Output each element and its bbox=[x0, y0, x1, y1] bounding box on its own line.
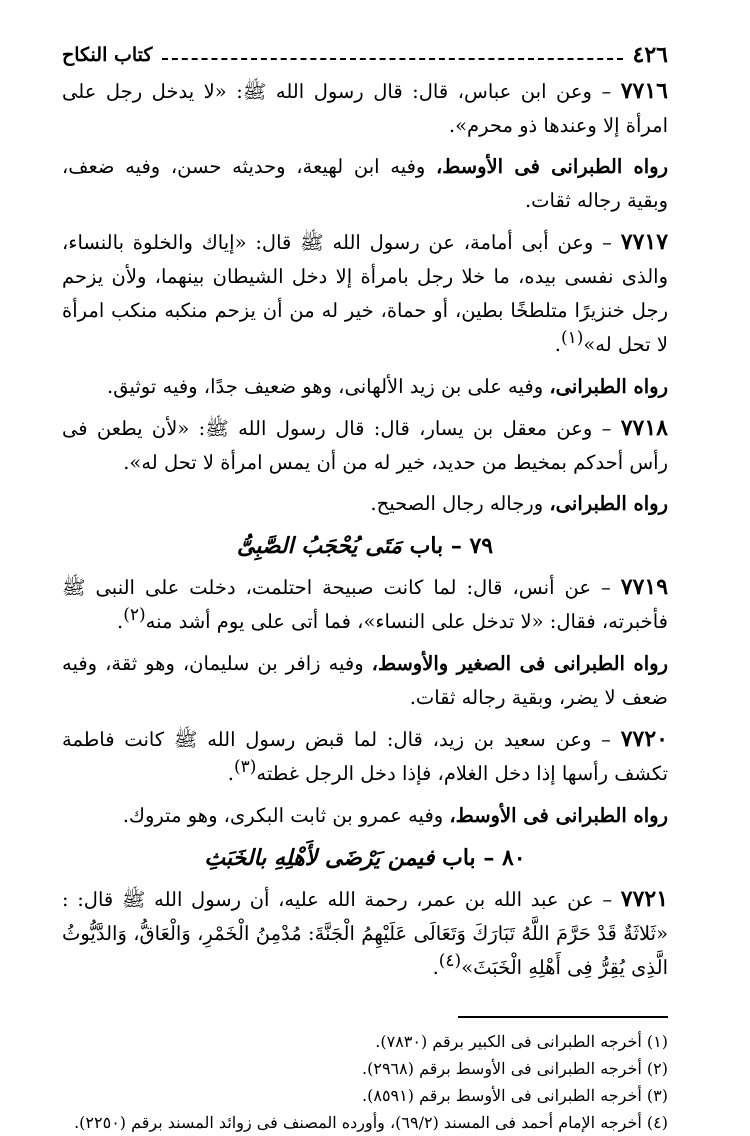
footnote-separator bbox=[458, 1016, 668, 1018]
footnote-ref[interactable]: (٢) bbox=[123, 605, 146, 625]
hadith-text: – وعن سعيد بن زيد، قال: لما قبض رسول الله ﷺ كانت فاطمة تكشف رأسها إذا دخل الغلام، فإذا دخل الرجل غطته bbox=[62, 728, 668, 785]
footnote-2: (٢) أخرجه الطبرانى فى الأوسط برقم (٢٩٦٨). bbox=[362, 1059, 668, 1078]
hadith-text: – عن عبد الله بن عمر، رحمة الله عليه، أن رسول الله ﷺ قال: : «ثَلاثَةٌ قَدْ حَرَّمَ اللَّهُ تَبَارَكَ وَتَعَالَى عَلَيْهِمُ الْجَنَّةَ: مُدْمِنُ الْخَمْرِ، وَالْعَاقُّ، وَالدَّيُّوثُ الَّذِى يُقِرُّ فِى أَهْلِهِ الْخَبَثَ» bbox=[62, 888, 668, 979]
source-label: رواه الطبرانى فى الصغير والأوسط، bbox=[371, 652, 668, 675]
chapter-number: ٧٩ – باب bbox=[409, 533, 494, 559]
chapter-title: مَتَى يُحْجَبُ الصَّبِىُّ bbox=[236, 533, 402, 559]
hadith-number: ٧٧١٦ bbox=[620, 78, 668, 104]
hadith-number: ٧٧١٧ bbox=[620, 229, 669, 255]
footnote-4: (٤) أخرجه الإمام أحمد فى المسند (٦٩/٢)، وأورده المصنف فى زوائد المسند برقم (٢٢٥٠). bbox=[74, 1113, 668, 1132]
footnote-ref[interactable]: (٣) bbox=[233, 757, 257, 777]
hadith-7716 bbox=[62, 74, 668, 143]
page-number: ٤٢٦ bbox=[632, 42, 668, 68]
source-label: رواه الطبرانى فى الأوسط، bbox=[435, 155, 668, 178]
source-label: رواه الطبرانى، bbox=[549, 375, 668, 398]
narration-text: وفيه على بن زيد الألهانى، وهو ضعيف جدًا، وفيه توثيق. bbox=[107, 375, 550, 398]
hadith-7718 bbox=[62, 411, 668, 480]
hadith-number: ٧٧٢٠ bbox=[620, 726, 668, 752]
footnote-ref[interactable]: (١) bbox=[560, 328, 584, 348]
chapter-heading-79 bbox=[62, 528, 668, 564]
chapter-number: ٨٠ – باب bbox=[442, 845, 526, 871]
footnote-3: (٣) أخرجه الطبرانى فى الأوسط برقم (٨٥٩١). bbox=[362, 1086, 668, 1105]
page-header bbox=[62, 40, 668, 70]
narration-note bbox=[62, 647, 668, 715]
hadith-text: – وعن ابن عباس، قال: قال رسول الله ﷺ: «لا يدخل رجل على امرأة إلا وعندها ذو محرم». bbox=[62, 80, 668, 137]
footnote-1: (١) أخرجه الطبرانى فى الكبير برقم (٧٨٣٠). bbox=[375, 1032, 668, 1051]
hadith-7717: ٧٧١٧ – وعن أبى أمامة، عن رسول الله ﷺ قال: «إياك والخلوة بالنساء، والذى نفسى بيده، ما خلا رجل بامرأة إلا دخل الشيطان بينهما، ولأن يزحم رجل خنزيرًا متلطخًا بطين، أو حماة، خير له من أن يزحم منكبه منكب امرأة لا تحل له»(١). bbox=[62, 229, 669, 356]
narration-note bbox=[62, 150, 668, 218]
footnote-ref[interactable]: (٤) bbox=[438, 951, 462, 971]
hadith-text: – وعن أبى أمامة، عن رسول الله ﷺ قال: «إياك والخلوة بالنساء، والذى نفسى بيده، ما خلا رجل بامرأة إلا دخل الشيطان بينهما، ولأن يزحم رجل خنزيرًا متلطخًا بطين، أو حماة، خير له من أن يزحم منكبه منكب امرأة لا تحل له» bbox=[62, 231, 668, 356]
hadith-text: – عن أنس، قال: لما كانت صبيحة احتلمت، دخلت على النبى ﷺ فأخبرته، فقال: «لا تدخل على النساء»، فما أتى على يوم أشد منه bbox=[62, 576, 668, 633]
narration-note bbox=[62, 487, 668, 521]
chapter-heading-80 bbox=[62, 840, 668, 876]
hadith-text: – وعن معقل بن يسار، قال: قال رسول الله ﷺ: «لأن يطعن فى رأس أحدكم بمخيط من حديد، خير له من أن يمس امرأة لا تحل له». bbox=[62, 417, 668, 474]
source-label: رواه الطبرانى فى الأوسط، bbox=[449, 804, 668, 827]
narration-text: ورجاله رجال الصحيح. bbox=[370, 492, 550, 515]
narration-text: وفيه عمرو بن ثابت البكرى، وهو متروك. bbox=[122, 804, 450, 827]
header-rule bbox=[162, 58, 622, 60]
hadith-number: ٧٧١٩ bbox=[620, 574, 669, 600]
narration-note bbox=[62, 370, 668, 404]
chapter-title: فيمن يَرْضَى لأَهْلِهِ بالخَبَثِ bbox=[204, 845, 435, 871]
hadith-7720: ٧٧٢٠ – وعن سعيد بن زيد، قال: لما قبض رسول الله ﷺ كانت فاطمة تكشف رأسها إذا دخل الغلام، فإذا دخل الرجل غطته(٣). bbox=[62, 726, 668, 785]
hadith-number: ٧٧٢١ bbox=[620, 886, 669, 912]
running-title: كتاب النكاح bbox=[62, 44, 153, 66]
narration-note bbox=[62, 799, 668, 833]
source-label: رواه الطبرانى، bbox=[549, 492, 668, 515]
hadith-7719: ٧٧١٩ – عن أنس، قال: لما كانت صبيحة احتلمت، دخلت على النبى ﷺ فأخبرته، فقال: «لا تدخل على النساء»، فما أتى على يوم أشد منه(٢). bbox=[62, 574, 669, 633]
narration-text: وفيه زافر بن سليمان، وهو ثقة، وفيه ضعف لا يضر، وبقية رجاله ثقات. bbox=[62, 652, 668, 709]
hadith-7721: ٧٧٢١ – عن عبد الله بن عمر، رحمة الله عليه، أن رسول الله ﷺ قال: : «ثَلاثَةٌ قَدْ حَرَّمَ اللَّهُ تَبَارَكَ وَتَعَالَى عَلَيْهِمُ الْجَنَّةَ: مُدْمِنُ الْخَمْرِ، وَالْعَاقُّ، وَالدَّيُّوثُ الَّذِى يُقِرُّ فِى أَهْلِهِ الْخَبَثَ»(٤). bbox=[62, 886, 669, 979]
hadith-number: ٧٧١٨ bbox=[620, 415, 668, 441]
narration-text: وفيه ابن لهيعة، وحديثه حسن، وفيه ضعف، وبقية رجاله ثقات. bbox=[62, 155, 668, 212]
